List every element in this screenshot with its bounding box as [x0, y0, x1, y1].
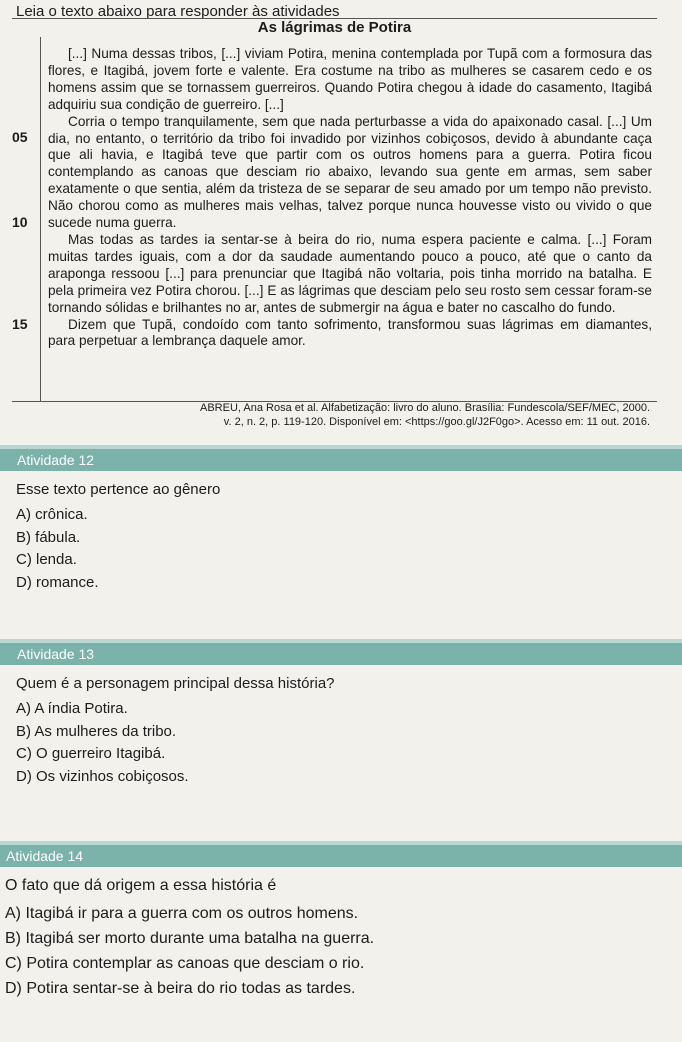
option-b[interactable]: B) As mulheres da tribo.: [16, 722, 177, 740]
question-text: Quem é a personagem principal dessa história?: [16, 675, 335, 692]
option-d[interactable]: D) Os vizinhos cobiçosos.: [16, 767, 189, 785]
header-accent-bar: [0, 841, 682, 845]
question-text: Esse texto pertence ao gênero: [16, 481, 221, 498]
passage-paragraph-1: [...] Numa dessas tribos, [...] viviam Potira, menina contemplada por Tupã com a formosura das flores, e Itagibá, jovem forte e valente. Era costume na tribo as mulheres se casarem cedo e os homens assim que se tornassem guerreiros. Quando Potira chegou à idade do casamento, Itagibá adquiriu sua condição de guerreiro. [...]: [48, 46, 652, 112]
activity-title: Atividade 14: [6, 848, 84, 864]
passage-paragraph-4: Dizem que Tupã, condoído com tanto sofrimento, transformou suas lágrimas em diamantes, para perpetuar a lembrança daquele amor.: [48, 316, 652, 349]
activity-title: Atividade 13: [17, 646, 95, 662]
activity-header: [0, 643, 682, 665]
answer-options: [16, 504, 682, 594]
answer-options: [16, 698, 682, 788]
instruction-text: Leia o texto abaixo para responder às atividades: [16, 3, 340, 20]
reading-text-box: [12, 18, 657, 402]
activity-12: [0, 449, 682, 594]
line-number-10: 10: [12, 214, 28, 230]
text-title: As lágrimas de Potira: [257, 19, 412, 36]
activity-header: [0, 845, 682, 867]
passage-paragraph-2: Corria o tempo tranquilamente, sem que nada perturbasse a vida do apaixonado casal. [...] Um dia, no entanto, o território da tribo foi invadido por vizinhos cobiçosos, devido à abundante caça que ali havia, e Itagibá teve que partir com os outros homens para a guerra. Potira ficou contemplando as canoas que desciam rio abaixo, levando sua gente em armas, sem saber exatamente o que sentia, além da tristeza de se separar de seu amado por um tempo não previsto. Não chorou como as mulheres mais velhas, talvez porque nunca houvesse visto ou vivido o que sucede numa guerra.: [48, 113, 652, 231]
option-c[interactable]: C) Potira contemplar as canoas que desciam o rio.: [5, 955, 365, 972]
option-d[interactable]: D) Potira sentar-se à beira do rio todas as tardes.: [5, 980, 356, 997]
source-citation: [160, 401, 650, 429]
option-c[interactable]: C) lenda.: [16, 551, 77, 568]
question-text: O fato que dá origem a essa história é: [5, 877, 277, 894]
header-accent-bar: [0, 445, 682, 449]
answer-options: [5, 901, 682, 1001]
option-a[interactable]: A) crônica.: [16, 506, 88, 523]
line-number-15: 15: [12, 316, 28, 332]
activity-title: Atividade 12: [17, 452, 95, 468]
header-accent-bar: [0, 639, 682, 643]
activity-13: [0, 643, 682, 788]
option-a[interactable]: A) Itagibá ir para a guerra com os outros homens.: [5, 905, 359, 922]
line-number-rule: [40, 37, 41, 401]
passage: [48, 46, 652, 350]
source-line-1: ABREU, Ana Rosa et al. Alfabetização: livro do aluno. Brasília: Fundescola/SEF/MEC, 2000.: [199, 402, 650, 414]
option-d[interactable]: D) romance.: [16, 573, 99, 591]
line-number-05: 05: [12, 129, 28, 145]
option-a[interactable]: A) A índia Potira.: [16, 700, 128, 717]
option-b[interactable]: B) Itagibá ser morto durante uma batalha na guerra.: [5, 930, 375, 947]
activity-header: [0, 449, 682, 471]
activity-14: [0, 845, 682, 1001]
option-b[interactable]: B) fábula.: [16, 528, 81, 546]
passage-paragraph-3: Mas todas as tardes ia sentar-se à beira do rio, numa espera paciente e calma. [...] Foram muitas tardes iguais, com a dor da saudade aumentando pouco a pouco, até que o canto da araponga ressoou [...] para prenunciar que Itagibá não voltaria, pois tinha morrido na batalha. E pela primeira vez Potira chorou. [...] E as lágrimas que desciam pelo seu rosto sem cessar foram-se tornando sólidas e brilhantes no ar, antes de submergir na água e bater no cascalho do fundo.: [48, 231, 652, 315]
source-line-2: v. 2, n. 2, p. 119-120. Disponível em: <https://goo.gl/J2F0go>. Acesso em: 11 out. 2016.: [223, 416, 650, 428]
option-c[interactable]: C) O guerreiro Itagibá.: [16, 745, 166, 762]
